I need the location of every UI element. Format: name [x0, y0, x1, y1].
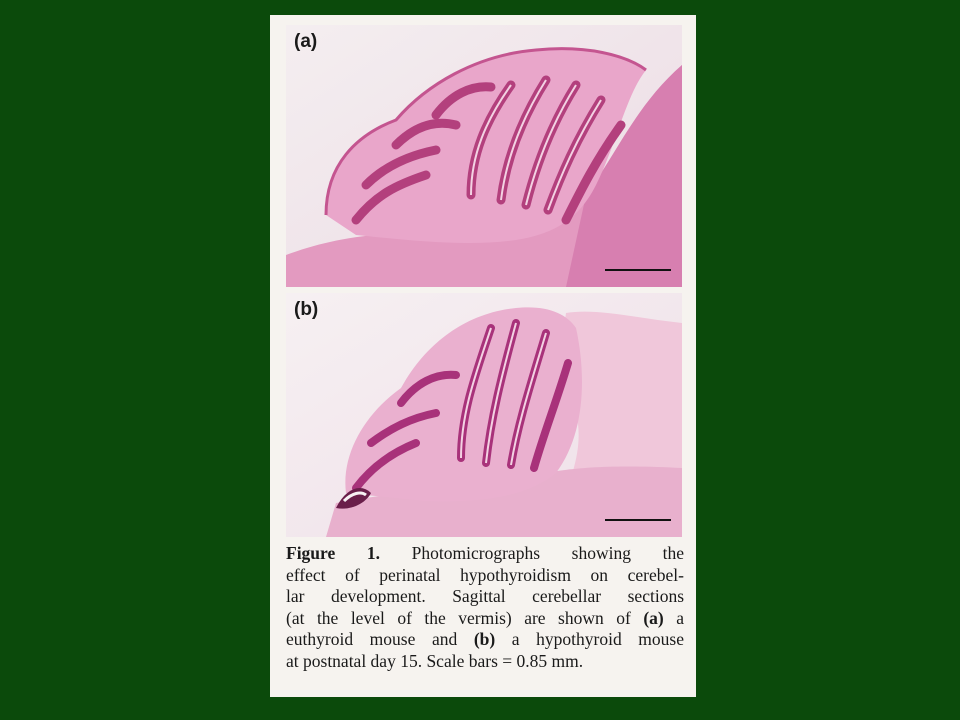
figure-page [270, 15, 696, 697]
micrograph-panel-a [286, 25, 682, 287]
figure-caption [286, 543, 684, 673]
scale-bar-b [605, 519, 671, 521]
cerebellum-image-b [286, 293, 682, 537]
caption-line-4 [286, 608, 684, 630]
caption-text: a [663, 607, 684, 628]
caption-text: Photomicrographs showing the [380, 543, 684, 563]
caption-text: (at the level of the vermis) are shown of [286, 607, 644, 628]
caption-line-5 [286, 629, 684, 651]
caption-line-1 [286, 543, 684, 565]
caption-line-3: lar development. Sagittal cerebellar sections [286, 586, 684, 607]
figure-number: Figure 1. [286, 543, 381, 563]
micrograph-panel-b [286, 293, 682, 537]
scale-bar-a [605, 269, 671, 271]
caption-ref-a: (a) [643, 607, 664, 628]
caption-line-6: at postnatal day 15. Scale bars = 0.85 mm. [286, 650, 584, 671]
cerebellum-image-a [286, 25, 682, 287]
panel-label-a: (a) [294, 31, 318, 52]
caption-text: euthyroid mouse and [286, 629, 474, 650]
caption-line-2: effect of perinatal hypothyroidism on cerebel- [286, 564, 684, 585]
caption-ref-b: (b) [473, 629, 496, 650]
panel-label-b: (b) [294, 299, 319, 320]
caption-text: a hypothyroid mouse [495, 629, 684, 650]
